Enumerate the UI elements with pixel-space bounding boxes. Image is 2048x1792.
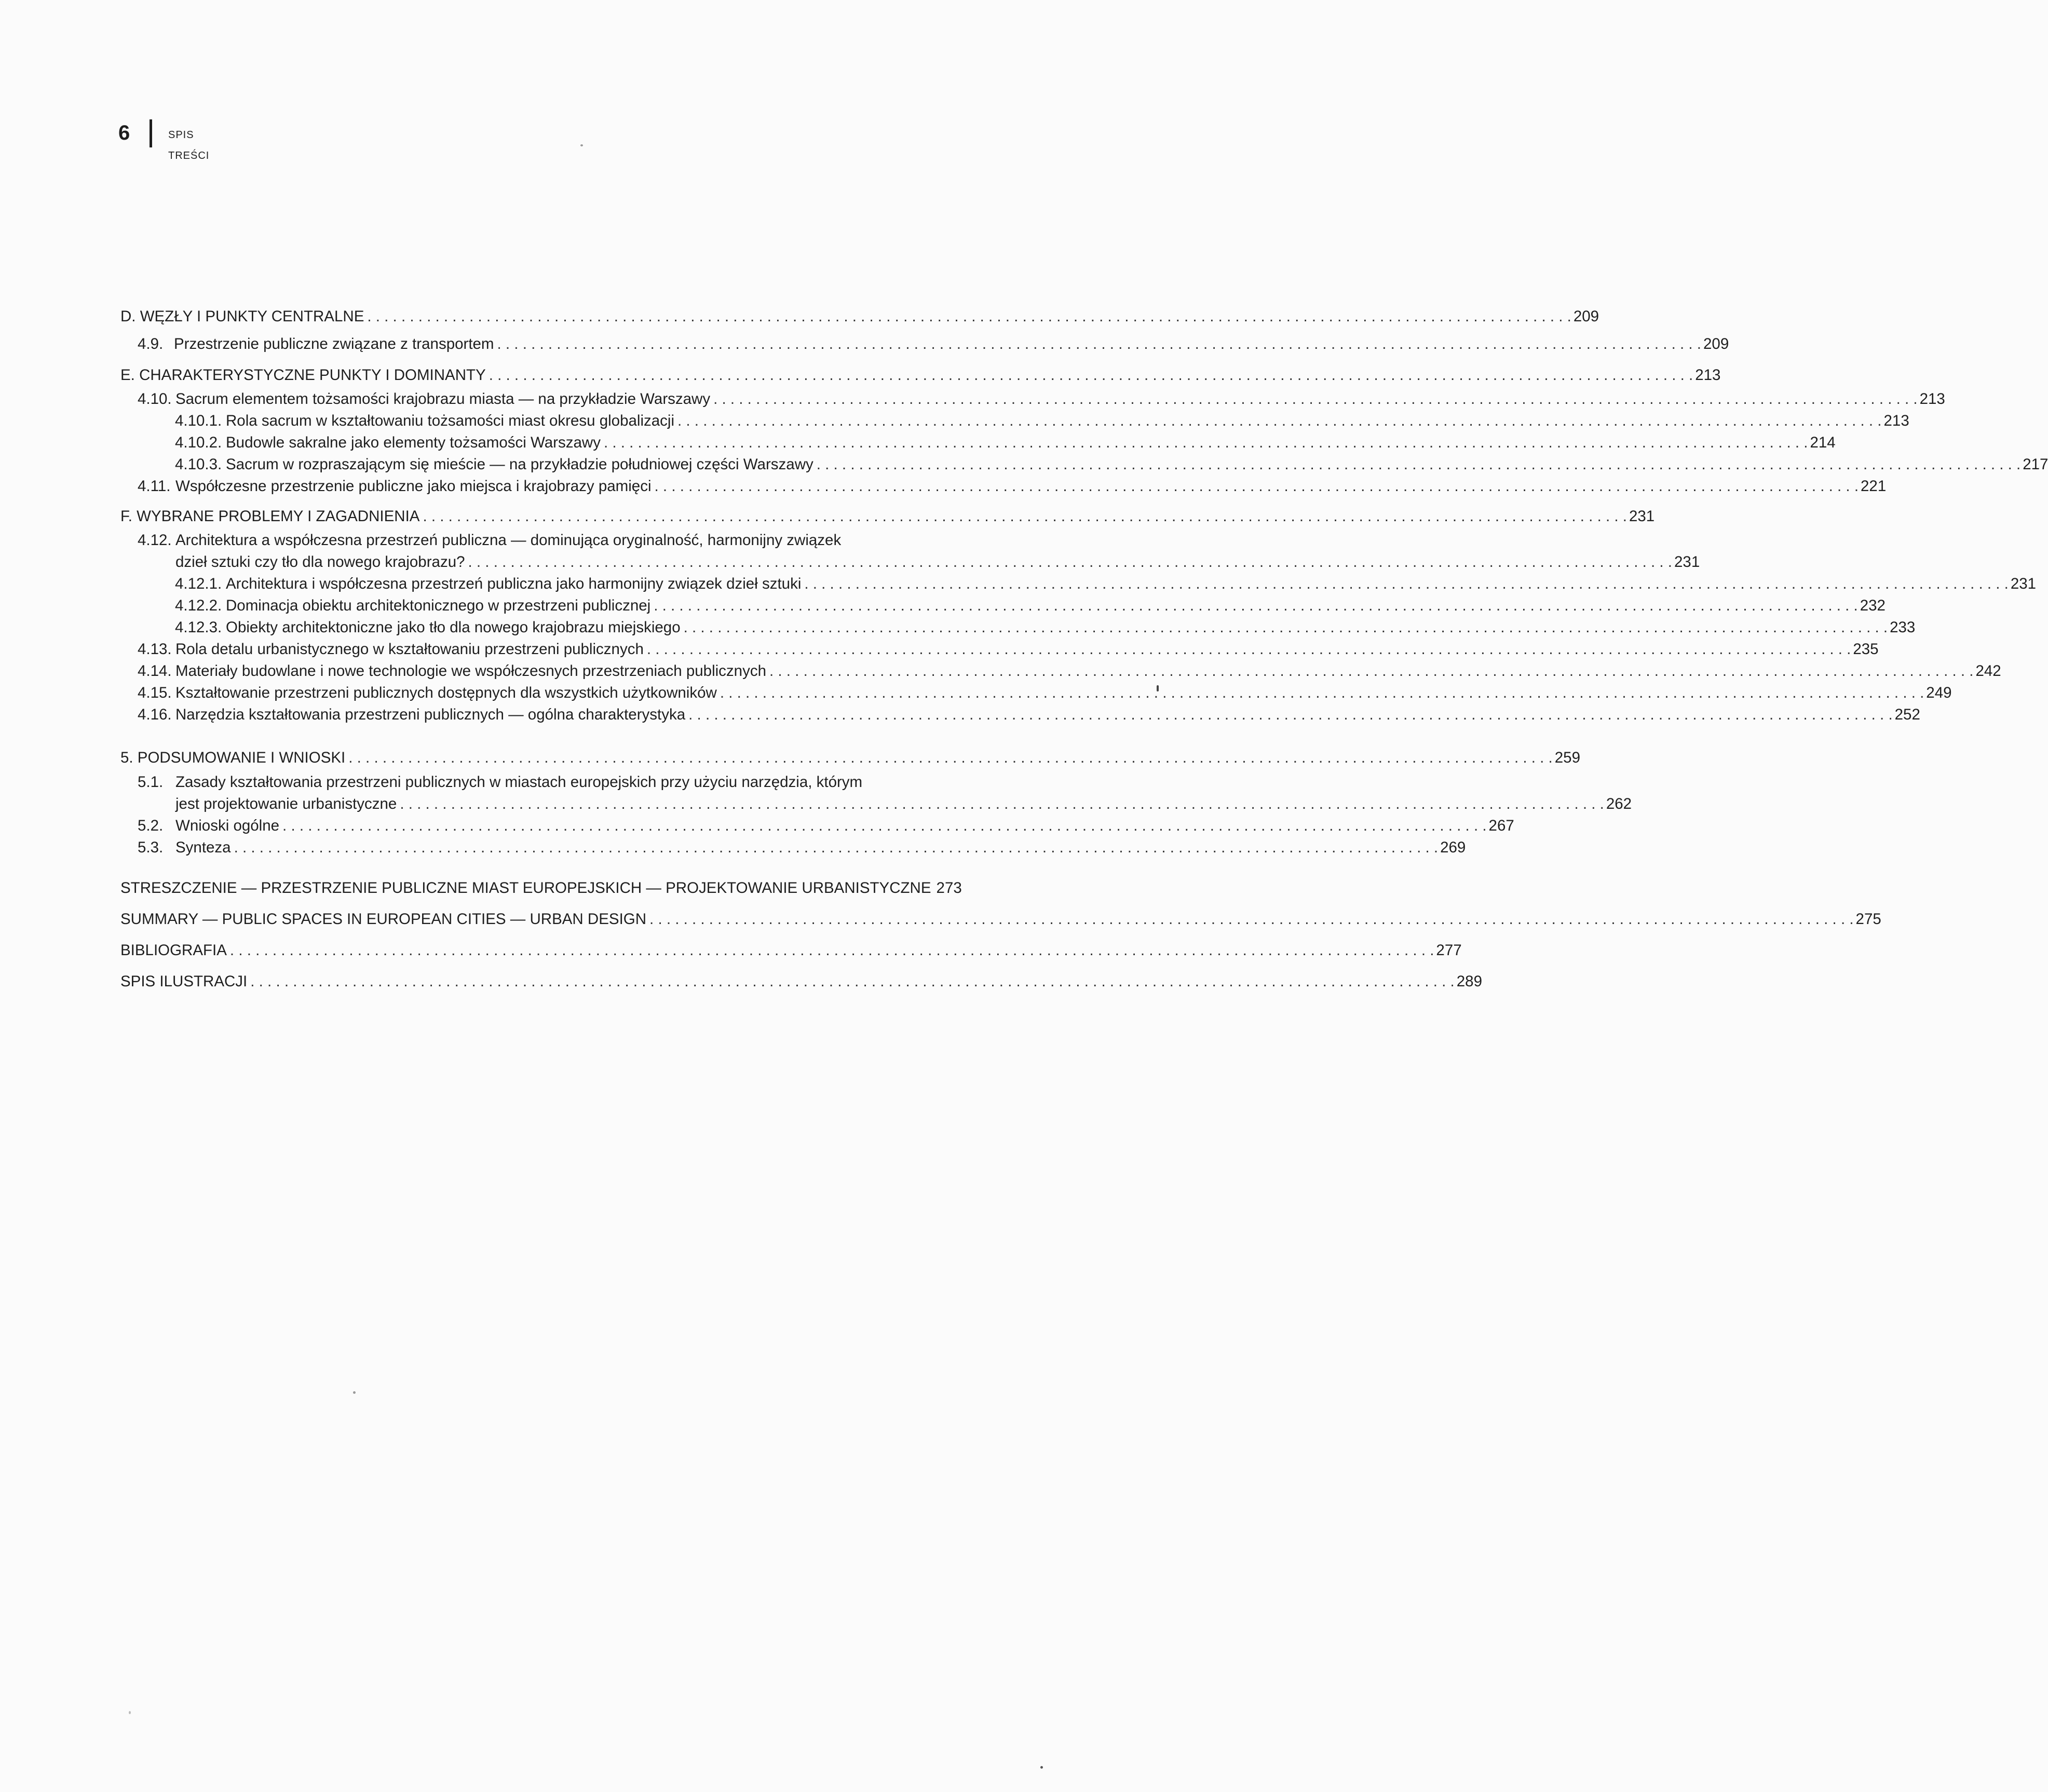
toc-leader — [644, 639, 1851, 660]
toc-page: 231 — [1629, 508, 1655, 525]
toc-number: 4.9. — [138, 335, 164, 352]
toc-page: 233 — [1890, 619, 1916, 636]
toc-number: 4.10. — [138, 390, 172, 408]
toc-page: 209 — [1573, 308, 1599, 325]
toc-leader — [419, 506, 1626, 527]
toc-page: 213 — [1695, 366, 1721, 384]
toc-section-d[interactable] — [0, 306, 1599, 327]
toc-label: SUMMARY — PUBLIC SPACES IN EUROPEAN CITIES — URBAN DESIGN — [120, 911, 647, 928]
toc-number: 4.10.1. — [175, 412, 222, 429]
toc-label: E. CHARAKTERYSTYCZNE PUNKTY I DOMINANTY — [120, 366, 486, 384]
toc-label: Sacrum elementem tożsamości krajobrazu miasta — na przykładzie Warszawy — [175, 390, 711, 408]
toc-label: Architektura i współczesna przestrzeń publiczna jako harmonijny związek dzieł sztuki — [226, 575, 802, 592]
toc-bibliografia[interactable] — [0, 940, 1462, 961]
toc-page: 231 — [2010, 575, 2037, 592]
toc-section-5[interactable] — [0, 748, 1580, 768]
toc-item-4-9[interactable] — [0, 334, 1729, 355]
toc-leader — [227, 940, 1434, 961]
toc-number: 4.14. — [138, 662, 172, 680]
scan-speck — [580, 144, 583, 146]
toc-leader — [685, 704, 1892, 725]
toc-number: 4.10.2. — [175, 434, 222, 451]
toc-page: 259 — [1554, 749, 1580, 766]
toc-number: 5.3. — [138, 839, 164, 856]
toc-label: Rola detalu urbanistycznego w kształtowaniu przestrzeni publicznych — [175, 641, 644, 658]
toc-page: 217 — [2023, 456, 2048, 473]
toc-leader — [710, 389, 1917, 410]
toc-item-5-3[interactable] — [0, 837, 1466, 858]
toc-number: 4.13. — [138, 641, 172, 658]
toc-number: 4.15. — [138, 684, 172, 701]
toc-page: 277 — [1436, 942, 1462, 959]
toc-number: 5.1. — [138, 773, 164, 791]
scan-speck — [1040, 1766, 1043, 1769]
toc-label: Materiały budowlane i nowe technologie we współczesnych przestrzeniach publicznych — [175, 662, 766, 680]
toc-item-4-12-1[interactable] — [0, 574, 2037, 594]
toc-label: SPIS ILUSTRACJI — [120, 973, 248, 990]
toc-number: 4.12.3. — [175, 619, 222, 636]
toc-label: Dominacja obiektu architektonicznego w przestrzeni publicznej — [226, 597, 651, 614]
toc-leader — [717, 683, 1924, 703]
toc-streszczenie[interactable] — [0, 878, 1176, 899]
page-number: 6 — [118, 121, 130, 144]
toc-page: 214 — [1810, 434, 1836, 451]
toc-label-line2: dzieł sztuki czy tło dla nowego krajobrazu? — [175, 553, 465, 571]
toc-page: 213 — [1919, 390, 1945, 408]
toc-number: 4.16. — [138, 706, 172, 723]
toc-leader — [345, 748, 1552, 768]
toc-item-4-16[interactable] — [0, 704, 1920, 725]
toc-section-f[interactable] — [0, 506, 1655, 527]
toc-spis-ilustracji[interactable] — [0, 971, 1482, 992]
toc-label: Synteza — [175, 839, 231, 856]
toc-label-line1: Architektura a współczesna przestrzeń publiczna — dominująca oryginalność, harmonijny związek — [175, 532, 842, 549]
toc-leader — [231, 837, 1438, 858]
toc-label: BIBLIOGRAFIA — [120, 942, 227, 959]
toc-page: 221 — [1861, 478, 1887, 495]
toc-leader — [652, 476, 1859, 497]
toc-page: 252 — [1894, 706, 1920, 723]
toc-leader — [674, 411, 1881, 431]
toc-label-line2: jest projektowanie urbanistyczne — [175, 795, 397, 812]
header-divider — [150, 119, 152, 147]
toc-section-e[interactable] — [0, 365, 1721, 386]
toc-number: 4.10.3. — [175, 456, 222, 473]
toc-item-4-10-3[interactable] — [0, 454, 2048, 475]
toc-label: Przestrzenie publiczne związane z transportem — [174, 335, 494, 352]
toc-label-line1: Zasady kształtowania przestrzeni publicznych w miastach europejskich przy użyciu narzędzia, którym — [175, 773, 863, 791]
toc-item-4-12-3[interactable] — [0, 617, 1916, 638]
toc-page: 209 — [1703, 335, 1729, 352]
toc-leader — [813, 454, 2020, 475]
toc-leader — [486, 365, 1693, 386]
toc-item-5-1[interactable] — [0, 772, 1176, 793]
toc-leader — [397, 794, 1604, 814]
toc-item-4-12[interactable] — [0, 530, 1176, 551]
toc-leader — [650, 595, 1857, 616]
toc-item-4-10[interactable] — [0, 389, 1945, 410]
toc-item-4-10-2[interactable] — [0, 432, 1836, 453]
toc-number: 4.12.2. — [175, 597, 222, 614]
toc-page: 235 — [1853, 641, 1879, 658]
toc-page: 269 — [1440, 839, 1466, 856]
toc-leader — [681, 617, 1888, 638]
toc-label: D. WĘZŁY I PUNKTY CENTRALNE — [120, 308, 364, 325]
toc-number: 4.12. — [138, 532, 172, 549]
toc-number: 4.11. — [138, 478, 171, 495]
toc-leader — [279, 816, 1486, 836]
toc-leader — [646, 909, 1853, 930]
toc-label: F. WYBRANE PROBLEMY I ZAGADNIENIA — [120, 508, 420, 525]
toc-item-4-11[interactable] — [0, 476, 1887, 497]
toc-number: 4.12.1. — [175, 575, 222, 592]
section-title: SPIS TREŚCI — [168, 129, 210, 161]
toc-leader — [247, 971, 1454, 992]
toc-item-5-2[interactable] — [0, 816, 1514, 836]
toc-page: 267 — [1488, 817, 1514, 834]
toc-item-5-1-continued[interactable] — [0, 794, 1632, 814]
toc-leader — [364, 306, 1571, 327]
toc-page: 213 — [1883, 412, 1909, 429]
toc-page: 242 — [1975, 662, 2001, 680]
toc-label: Wnioski ogólne — [175, 817, 280, 834]
toc-item-4-14[interactable] — [0, 661, 2001, 682]
toc-label: Sacrum w rozpraszającym się mieście — na przykładzie południowej części Warszawy — [226, 456, 813, 473]
toc-label: Kształtowanie przestrzeni publicznych dostępnych dla wszystkich użytkowników — [175, 684, 717, 701]
toc-page: 231 — [1674, 553, 1700, 571]
toc-item-4-12-2[interactable] — [0, 595, 1886, 616]
toc-item-4-15[interactable] — [0, 683, 1952, 703]
toc-page: 289 — [1456, 973, 1482, 990]
toc-page: 273 — [936, 879, 962, 897]
toc-label: Współczesne przestrzenie publiczne jako miejsca i krajobrazy pamięci — [175, 478, 652, 495]
toc-label: Obiekty architektoniczne jako tło dla nowego krajobrazu miejskiego — [226, 619, 681, 636]
toc-label: Budowle sakralne jako elementy tożsamości Warszawy — [226, 434, 601, 451]
toc-item-4-13[interactable] — [0, 639, 1879, 660]
scan-speck — [353, 1391, 356, 1394]
toc-label: Rola sacrum w kształtowaniu tożsamości miast okresu globalizacji — [226, 412, 675, 429]
toc-leader — [494, 334, 1701, 355]
toc-page: 249 — [1926, 684, 1952, 701]
scan-speck — [1157, 685, 1159, 691]
toc-label: Narzędzia kształtowania przestrzeni publicznych — ogólna charakterystyka — [175, 706, 686, 723]
toc-summary[interactable] — [0, 909, 1881, 930]
toc-page: 232 — [1860, 597, 1886, 614]
toc-leader — [465, 552, 1672, 573]
toc-label: STRESZCZENIE — PRZESTRZENIE PUBLICZNE MIAST EUROPEJSKICH — PROJEKTOWANIE URBANISTYCZNE — [120, 879, 931, 897]
toc-leader — [601, 432, 1808, 453]
toc-leader — [766, 661, 1973, 682]
scan-speck — [129, 1711, 131, 1714]
toc-page: 275 — [1855, 911, 1881, 928]
toc-page: 262 — [1606, 795, 1632, 812]
toc-label: 5. PODSUMOWANIE I WNIOSKI — [120, 749, 346, 766]
toc-item-4-12-continued[interactable] — [0, 552, 1700, 573]
toc-leader — [801, 574, 2008, 594]
toc-item-4-10-1[interactable] — [0, 411, 1909, 431]
toc-number: 5.2. — [138, 817, 164, 834]
